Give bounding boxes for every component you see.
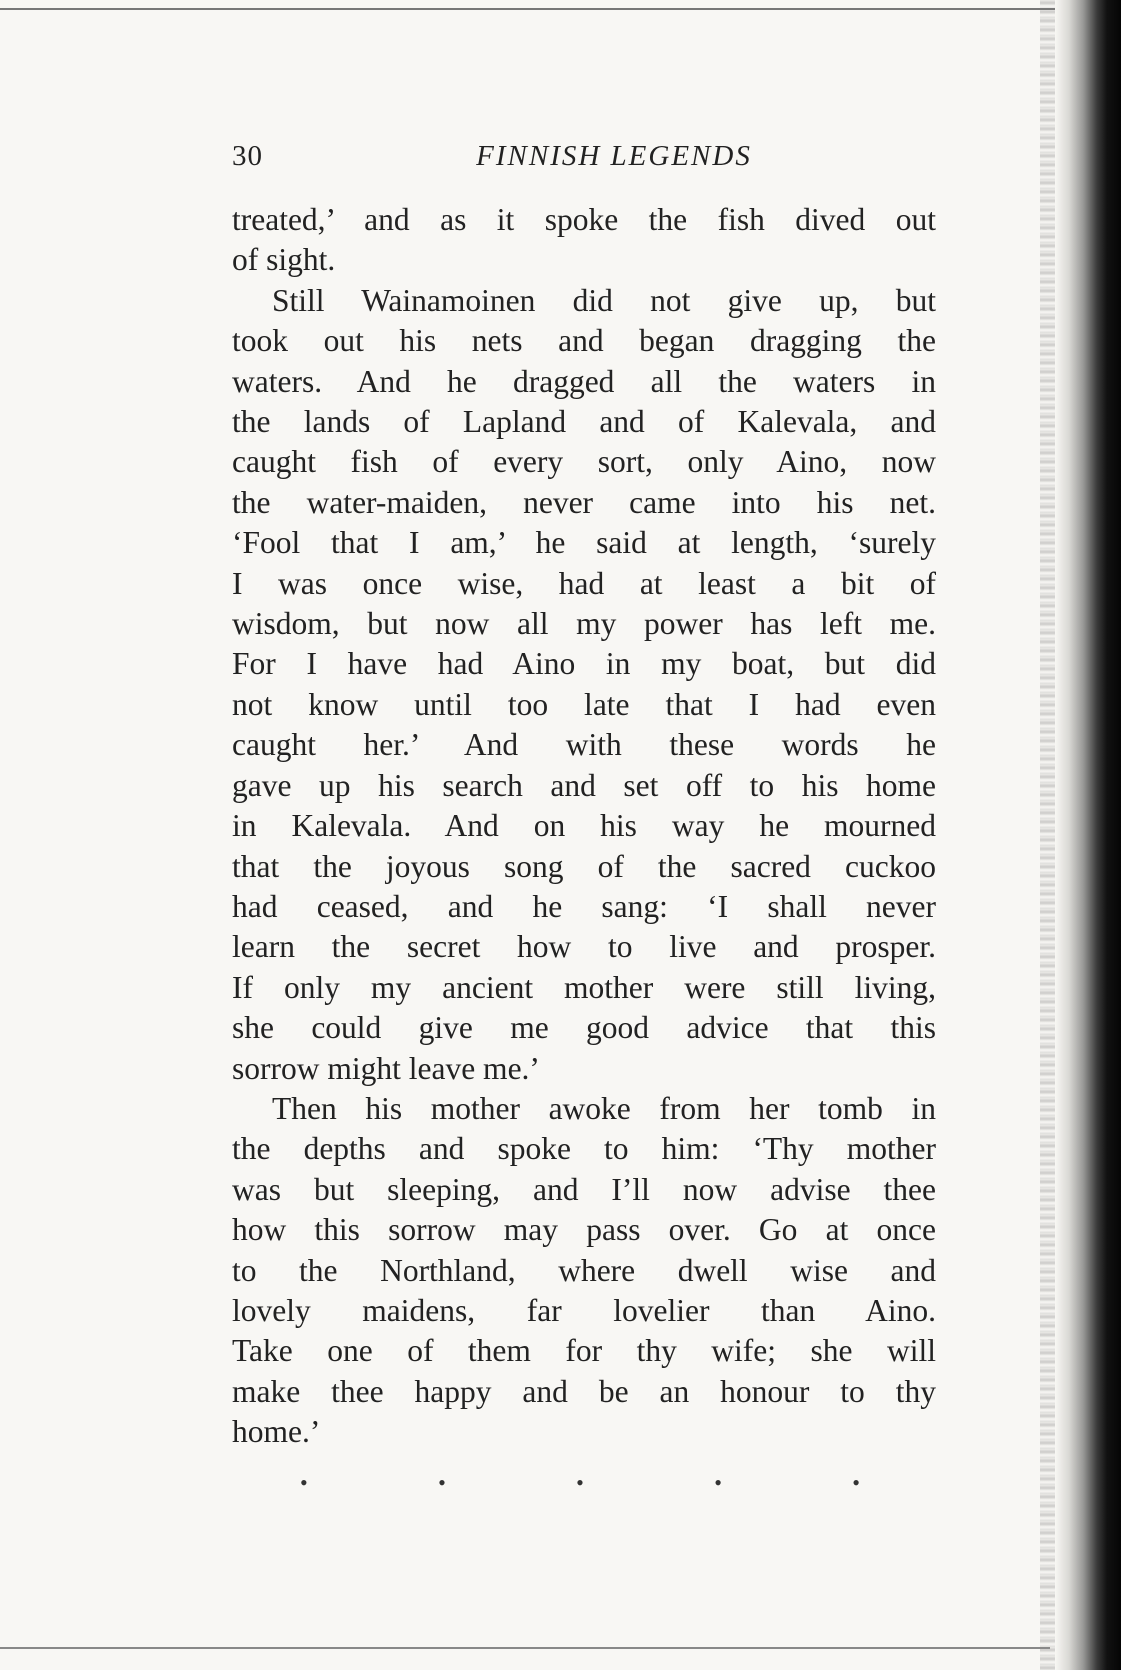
ornament-dot: • <box>576 1470 584 1495</box>
section-break-ornament <box>300 1470 860 1500</box>
text-line: home.’ <box>232 1414 321 1450</box>
text-line: sorrow might leave me.’ <box>232 1050 540 1086</box>
ornament-dot: • <box>300 1470 308 1495</box>
text-line: she could give me good advice that this <box>232 1010 936 1046</box>
text-line: had ceased, and he sang: ‘I shall never <box>232 888 936 924</box>
text-line: gave up his search and set off to his home <box>232 767 936 803</box>
page-number: 30 <box>232 140 263 172</box>
bottom-rule <box>0 1647 1050 1649</box>
text-line: was but sleeping, and I’ll now advise thee <box>232 1171 936 1207</box>
ornament-dot: • <box>438 1470 446 1495</box>
book-spine <box>1055 0 1121 1670</box>
ornament-dot: • <box>714 1470 722 1495</box>
text-line: caught fish of every sort, only Aino, now <box>232 444 936 480</box>
paragraph <box>232 200 936 281</box>
text-line: wisdom, but now all my power has left me. <box>232 606 936 642</box>
running-head <box>232 140 936 180</box>
text-line: of sight. <box>232 242 336 278</box>
text-line: that the joyous song of the sacred cuckoo <box>232 848 936 884</box>
text-line: how this sorrow may pass over. Go at once <box>232 1212 936 1248</box>
text-line: the depths and spoke to him: ‘Thy mother <box>232 1131 936 1167</box>
text-line: took out his nets and began dragging the <box>232 323 936 359</box>
text-line: Then his mother awoke from her tomb in <box>272 1090 936 1126</box>
text-line: I was once wise, had at least a bit of <box>232 565 936 601</box>
text-line: waters. And he dragged all the waters in <box>232 363 936 399</box>
text-line: caught her.’ And with these words he <box>232 727 936 763</box>
text-line: Take one of them for thy wife; she will <box>232 1333 936 1369</box>
text-line: the water-maiden, never came into his net. <box>232 484 936 520</box>
text-line: to the Northland, where dwell wise and <box>232 1252 936 1288</box>
ornament-dot: • <box>852 1470 860 1495</box>
text-line: lovely maidens, far lovelier than Aino. <box>232 1292 936 1328</box>
paragraph <box>232 281 936 1089</box>
text-line: If only my ancient mother were still living, <box>232 969 936 1005</box>
body-text <box>232 200 936 1453</box>
text-line: make thee happy and be an honour to thy <box>232 1373 936 1409</box>
top-rule <box>0 8 1058 10</box>
paragraph <box>232 1089 936 1453</box>
text-line: not know until too late that I had even <box>232 686 936 722</box>
text-line: the lands of Lapland and of Kalevala, and <box>232 404 936 440</box>
text-line: treated,’ and as it spoke the fish dived out <box>232 202 936 237</box>
book-title: FINNISH LEGENDS <box>476 140 752 172</box>
text-line: in Kalevala. And on his way he mourned <box>232 808 936 844</box>
text-line: Still Wainamoinen did not give up, but <box>272 282 936 318</box>
text-line: For I have had Aino in my boat, but did <box>232 646 936 682</box>
text-line: learn the secret how to live and prosper. <box>232 929 936 965</box>
text-line: ‘Fool that I am,’ he said at length, ‘surely <box>232 525 936 561</box>
